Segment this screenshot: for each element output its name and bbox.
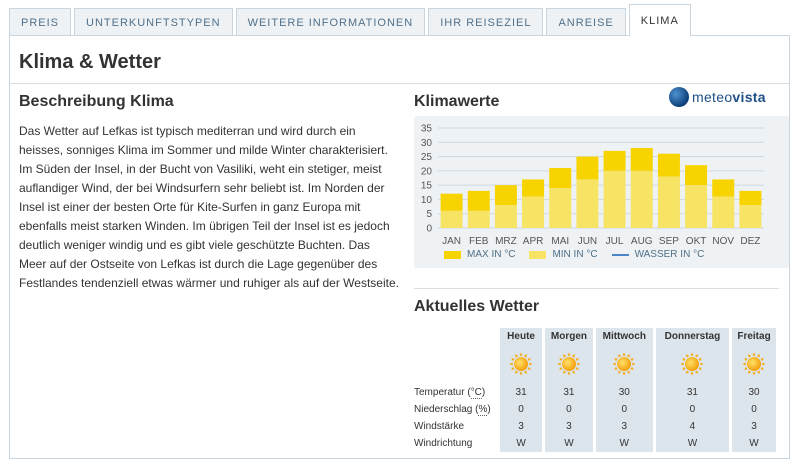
y-tick-label: 20 [420, 166, 432, 178]
globe-icon [669, 87, 689, 107]
sun-icon [738, 348, 770, 380]
legend-min-label: MIN IN °C [552, 249, 598, 260]
bar-max-mai [549, 168, 571, 188]
bar-max-sep [658, 154, 680, 177]
forecast-value: W [732, 435, 776, 452]
forecast-value: 3 [732, 418, 776, 435]
forecast-icon-cell [596, 344, 653, 384]
forecast-value: 0 [596, 401, 653, 418]
y-tick-label: 0 [426, 223, 432, 235]
title-divider [10, 83, 789, 84]
forecast-value: 0 [500, 401, 542, 418]
legend-max [444, 249, 515, 260]
sun-icon [608, 348, 640, 380]
forecast-row-label: Niederschlag (%) [414, 404, 491, 415]
bar-max-apr [522, 179, 544, 196]
bar-min-apr [522, 197, 544, 228]
bar-min-mrz [495, 205, 517, 228]
climate-chart-svg [414, 116, 789, 246]
tab-klima[interactable]: KLIMA [629, 4, 691, 36]
x-tick-label: MAI [551, 236, 570, 246]
x-tick-label: JAN [442, 236, 462, 246]
bar-max-mrz [495, 185, 517, 205]
forecast-icon-cell [732, 344, 776, 384]
bar-min-jan [441, 211, 463, 228]
tab-bar [9, 4, 694, 36]
day-heute: Heute [500, 328, 542, 344]
forecast-value: 4 [656, 418, 729, 435]
page-title: Klima & Wetter [19, 51, 161, 73]
bar-min-nov [712, 197, 734, 228]
forecast-value: 3 [545, 418, 593, 435]
forecast-value: 3 [596, 418, 653, 435]
legend-water [612, 249, 705, 260]
forecast-value: W [656, 435, 729, 452]
tab-anreise[interactable]: ANREISE [546, 8, 625, 36]
corner-cell [414, 328, 500, 344]
x-tick-label: OKT [685, 236, 707, 246]
bar-min-jul [604, 171, 626, 228]
forecast-row-label: Windrichtung [414, 438, 473, 449]
x-tick-label: JUN [577, 236, 598, 246]
day-donnerstag: Donnerstag [656, 328, 729, 344]
forecast-value: 30 [732, 384, 776, 401]
forecast-value: 0 [656, 401, 729, 418]
bar-max-nov [712, 179, 734, 196]
legend-min [529, 249, 597, 260]
forecast-row [414, 384, 776, 401]
x-tick-label: APR [522, 236, 544, 246]
day-mittwoch: Mittwoch [596, 328, 653, 344]
bar-max-jan [441, 194, 463, 211]
description-title: Beschreibung Klima [19, 93, 174, 110]
content-panel [9, 35, 790, 459]
x-tick-label: NOV [712, 236, 735, 246]
bar-min-feb [468, 211, 490, 228]
legend-max-label: MAX IN °C [467, 249, 516, 260]
meteovista-logo[interactable] [669, 87, 766, 107]
legend-water-swatch [612, 254, 629, 256]
forecast-value: 31 [656, 384, 729, 401]
climate-description: Das Wetter auf Lefkas ist typisch mediterran und wird durch ein heisses, sonniges Klima im Sommer und milde Winter charakterisiert. Im Süden der Insel, in der Bucht von Vasiliki, weht ein stetiger, meist auflandiger Wind, der bei Windsurfern sehr beliebt ist. Im Norden der Insel ist einer der besten Orte für Kite-Surfen in ganz Europa mit ebenfalls meist starken Winden. Im übrigen Teil der Insel ist es jedoch deutlich weniger windig und es gibt viele geschützte Buchten. Das Meer auf der Ostseite von Lefkas ist durch die Lage gegenüber des Festlandes tendenziell etwas wärmer und ruhiger als auf der Westseite. [19, 124, 399, 290]
forecast-icon-cell [500, 344, 542, 384]
sun-icon [505, 348, 537, 380]
sun-icon [676, 348, 708, 380]
climate-chart [414, 116, 789, 268]
legend-min-swatch [529, 251, 546, 259]
forecast-row [414, 401, 776, 418]
bar-min-aug [631, 171, 653, 228]
forecast-icon-cell [656, 344, 729, 384]
section-divider [414, 288, 779, 289]
tab-weitere-informationen[interactable]: WEITERE INFORMATIONEN [236, 8, 426, 36]
forecast-value: 3 [500, 418, 542, 435]
forecast-icon-row [414, 344, 776, 384]
x-tick-label: AUG [630, 236, 653, 246]
bar-min-okt [685, 185, 707, 228]
y-tick-label: 5 [426, 209, 432, 221]
y-tick-label: 15 [420, 180, 432, 192]
forecast-icon-cell [545, 344, 593, 384]
day-freitag: Freitag [732, 328, 776, 344]
x-tick-label: SEP [658, 236, 679, 246]
tab-unterkunftstypen[interactable]: UNTERKUNFTSTYPEN [74, 8, 233, 36]
legend-max-swatch [444, 251, 461, 259]
bar-min-sep [658, 177, 680, 228]
bar-max-jun [576, 157, 598, 180]
forecast-row [414, 435, 776, 452]
weather-forecast-table [414, 328, 776, 452]
x-tick-label: JUL [605, 236, 624, 246]
chart-legend [444, 249, 718, 260]
sun-icon [553, 348, 585, 380]
forecast-value: 31 [545, 384, 593, 401]
forecast-day-row [414, 328, 776, 344]
bar-max-feb [468, 191, 490, 211]
forecast-value: W [596, 435, 653, 452]
forecast-row-label: Windstärke [414, 421, 465, 432]
bar-min-mai [549, 188, 571, 228]
tab-preis[interactable]: PREIS [9, 8, 71, 36]
bar-max-aug [631, 148, 653, 171]
legend-water-label: WASSER IN °C [634, 249, 705, 260]
y-tick-label: 25 [420, 152, 432, 164]
aktuelles-wetter-title: Aktuelles Wetter [414, 298, 540, 315]
day-morgen: Morgen [545, 328, 593, 344]
y-tick-label: 30 [420, 137, 432, 149]
forecast-value: 31 [500, 384, 542, 401]
x-tick-label: MRZ [495, 236, 517, 246]
klimawerte-title: Klimawerte [414, 93, 500, 110]
forecast-value: 0 [732, 401, 776, 418]
forecast-value: 0 [545, 401, 593, 418]
forecast-value: W [545, 435, 593, 452]
bar-max-dez [739, 191, 761, 205]
tab-ihr-reiseziel[interactable]: IHR REISEZIEL [428, 8, 543, 36]
logo-text: meteovista [692, 89, 766, 105]
bar-min-jun [576, 179, 598, 228]
y-tick-label: 10 [420, 194, 432, 206]
bar-max-jul [604, 151, 626, 171]
forecast-row [414, 418, 776, 435]
forecast-value: 30 [596, 384, 653, 401]
bar-min-dez [739, 205, 761, 228]
forecast-value: W [500, 435, 542, 452]
bar-max-okt [685, 165, 707, 185]
x-tick-label: DEZ [740, 236, 761, 246]
x-tick-label: FEB [469, 236, 489, 246]
forecast-row-label: Temperatur (°C) [414, 387, 486, 398]
y-tick-label: 35 [420, 123, 432, 135]
